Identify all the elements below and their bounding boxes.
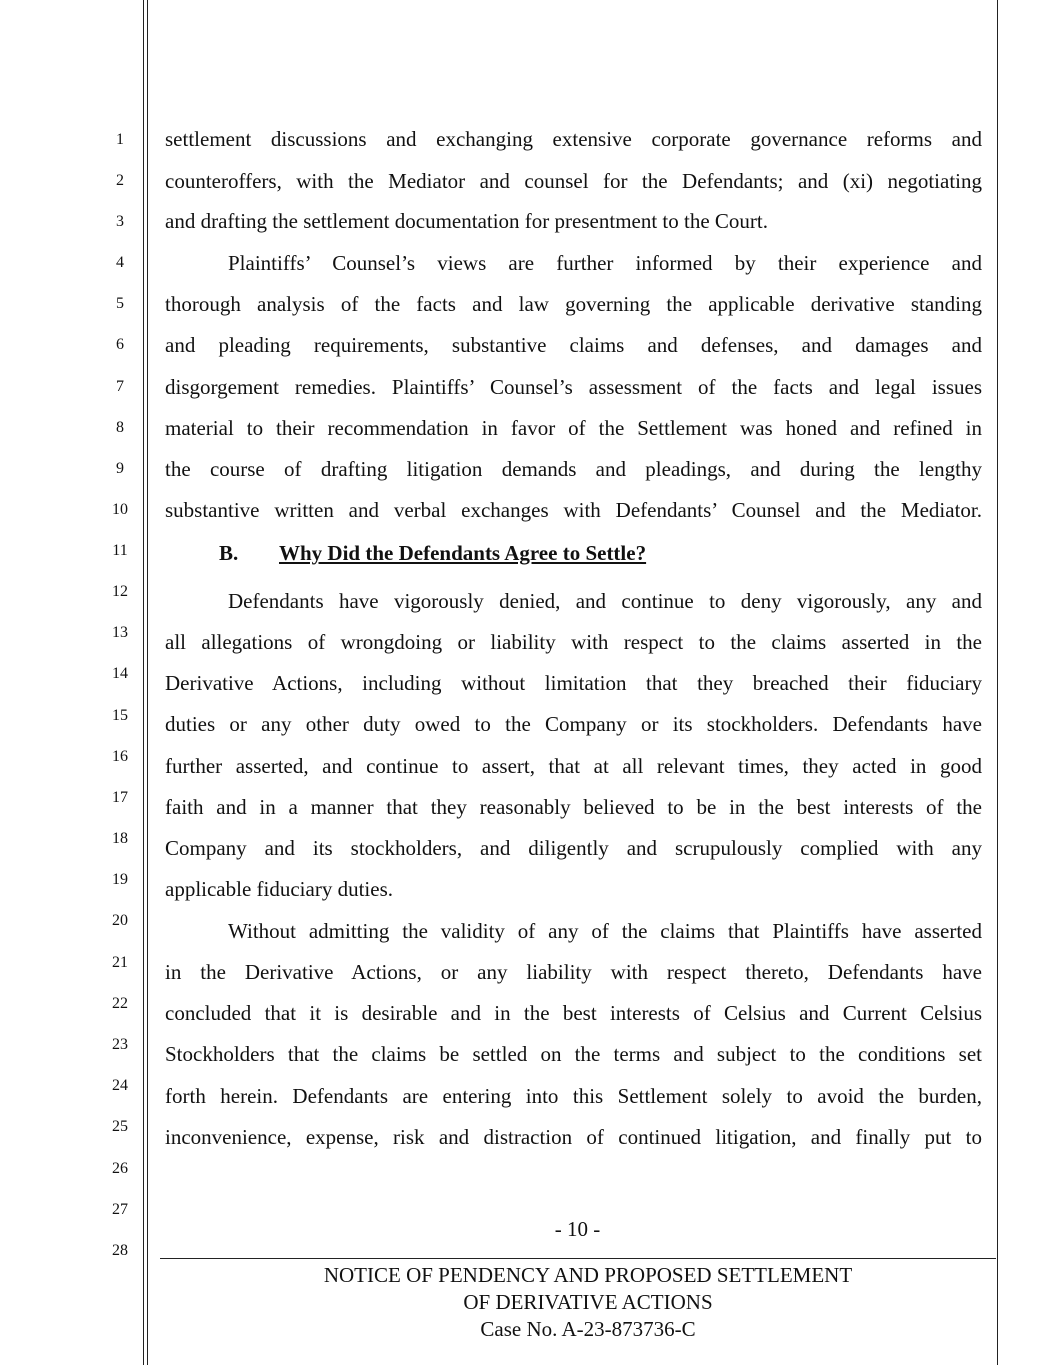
line-number: 4 (116, 254, 124, 271)
body-text-line: Defendants have vigorously denied, and continue to deny vigorously, any and (228, 589, 982, 613)
body-text-line: material to their recommendation in favor of the Settlement was honed and refined in (165, 416, 982, 440)
section-heading-title: Why Did the Defendants Agree to Settle? (279, 541, 647, 565)
line-number: 14 (112, 665, 128, 682)
line-number: 11 (112, 542, 128, 559)
page-number: - 10 - (554, 1217, 601, 1241)
line-number: 8 (116, 419, 124, 436)
line-number: 2 (116, 172, 124, 189)
body-text-line: duties or any other duty owed to the Company or its stockholders. Defendants have (165, 712, 982, 736)
line-number: 20 (112, 912, 128, 929)
line-number: 23 (112, 1036, 128, 1053)
body-text-line: Stockholders that the claims be settled on the terms and subject to the conditions set (165, 1042, 982, 1066)
footer-rule (160, 1258, 996, 1259)
body-text-line: all allegations of wrongdoing or liability with respect to the claims asserted in the (165, 630, 982, 654)
line-number: 10 (112, 501, 128, 518)
line-number: 28 (112, 1242, 128, 1259)
body-text-line: counteroffers, with the Mediator and counsel for the Defendants; and (xi) negotiating (165, 169, 982, 193)
line-number: 7 (116, 378, 124, 395)
line-number: 25 (112, 1118, 128, 1135)
body-text-line: thorough analysis of the facts and law governing the applicable derivative standing (165, 292, 982, 316)
line-number: 16 (112, 748, 128, 765)
line-number: 19 (112, 871, 128, 888)
line-number: 1 (116, 131, 124, 148)
body-text-line: substantive written and verbal exchanges with Defendants’ Counsel and the Mediator. (165, 498, 982, 522)
line-number: 18 (112, 830, 128, 847)
left-margin-rule-inner (147, 0, 148, 1365)
line-number: 24 (112, 1077, 128, 1094)
line-number: 5 (116, 295, 124, 312)
body-text-line: inconvenience, expense, risk and distraction of continued litigation, and finally put to (165, 1125, 982, 1149)
line-number: 13 (112, 624, 128, 641)
line-number: 27 (112, 1201, 128, 1218)
line-number: 17 (112, 789, 128, 806)
body-text-line: disgorgement remedies. Plaintiffs’ Counsel’s assessment of the facts and legal issues (165, 375, 982, 399)
section-heading (219, 538, 646, 568)
body-text-line: further asserted, and continue to assert, that at all relevant times, they acted in good (165, 754, 982, 778)
line-number: 21 (112, 954, 128, 971)
section-heading-letter: B. (219, 541, 239, 565)
document-footer (160, 1262, 1016, 1343)
body-text-line: the course of drafting litigation demands and pleadings, and during the lengthy (165, 457, 982, 481)
body-text-line: faith and in a manner that they reasonably believed to be in the best interests of the (165, 795, 982, 819)
body-text-line: concluded that it is desirable and in the best interests of Celsius and Current Celsius (165, 1001, 982, 1025)
line-number: 26 (112, 1160, 128, 1177)
right-margin-rule (997, 0, 998, 1365)
body-text-line: Plaintiffs’ Counsel’s views are further informed by their experience and (228, 251, 982, 275)
body-text-line: Company and its stockholders, and diligently and scrupulously complied with any (165, 836, 982, 860)
line-number: 12 (112, 583, 128, 600)
line-number: 22 (112, 995, 128, 1012)
left-margin-rule-outer (143, 0, 144, 1365)
footer-title-line-1: NOTICE OF PENDENCY AND PROPOSED SETTLEMENT (323, 1263, 853, 1287)
body-text-line: and pleading requirements, substantive claims and defenses, and damages and (165, 333, 982, 357)
footer-case-number: Case No. A-23-873736-C (480, 1317, 696, 1341)
body-text-line: applicable fiduciary duties. (165, 877, 393, 901)
body-text-line: and drafting the settlement documentation for presentment to the Court. (165, 209, 769, 233)
body-text-line: Derivative Actions, including without limitation that they breached their fiduciary (165, 671, 982, 695)
line-number: 3 (116, 213, 124, 230)
body-text-line: Without admitting the validity of any of the claims that Plaintiffs have asserted (228, 919, 982, 943)
body-text-line: settlement discussions and exchanging extensive corporate governance reforms and (165, 127, 982, 151)
line-number: 15 (112, 707, 128, 724)
footer-title-line-2: OF DERIVATIVE ACTIONS (463, 1290, 713, 1314)
line-number: 9 (116, 460, 124, 477)
line-number: 6 (116, 336, 124, 353)
body-text-line: forth herein. Defendants are entering into this Settlement solely to avoid the burden, (165, 1084, 982, 1108)
body-text-line: in the Derivative Actions, or any liability with respect thereto, Defendants have (165, 960, 982, 984)
